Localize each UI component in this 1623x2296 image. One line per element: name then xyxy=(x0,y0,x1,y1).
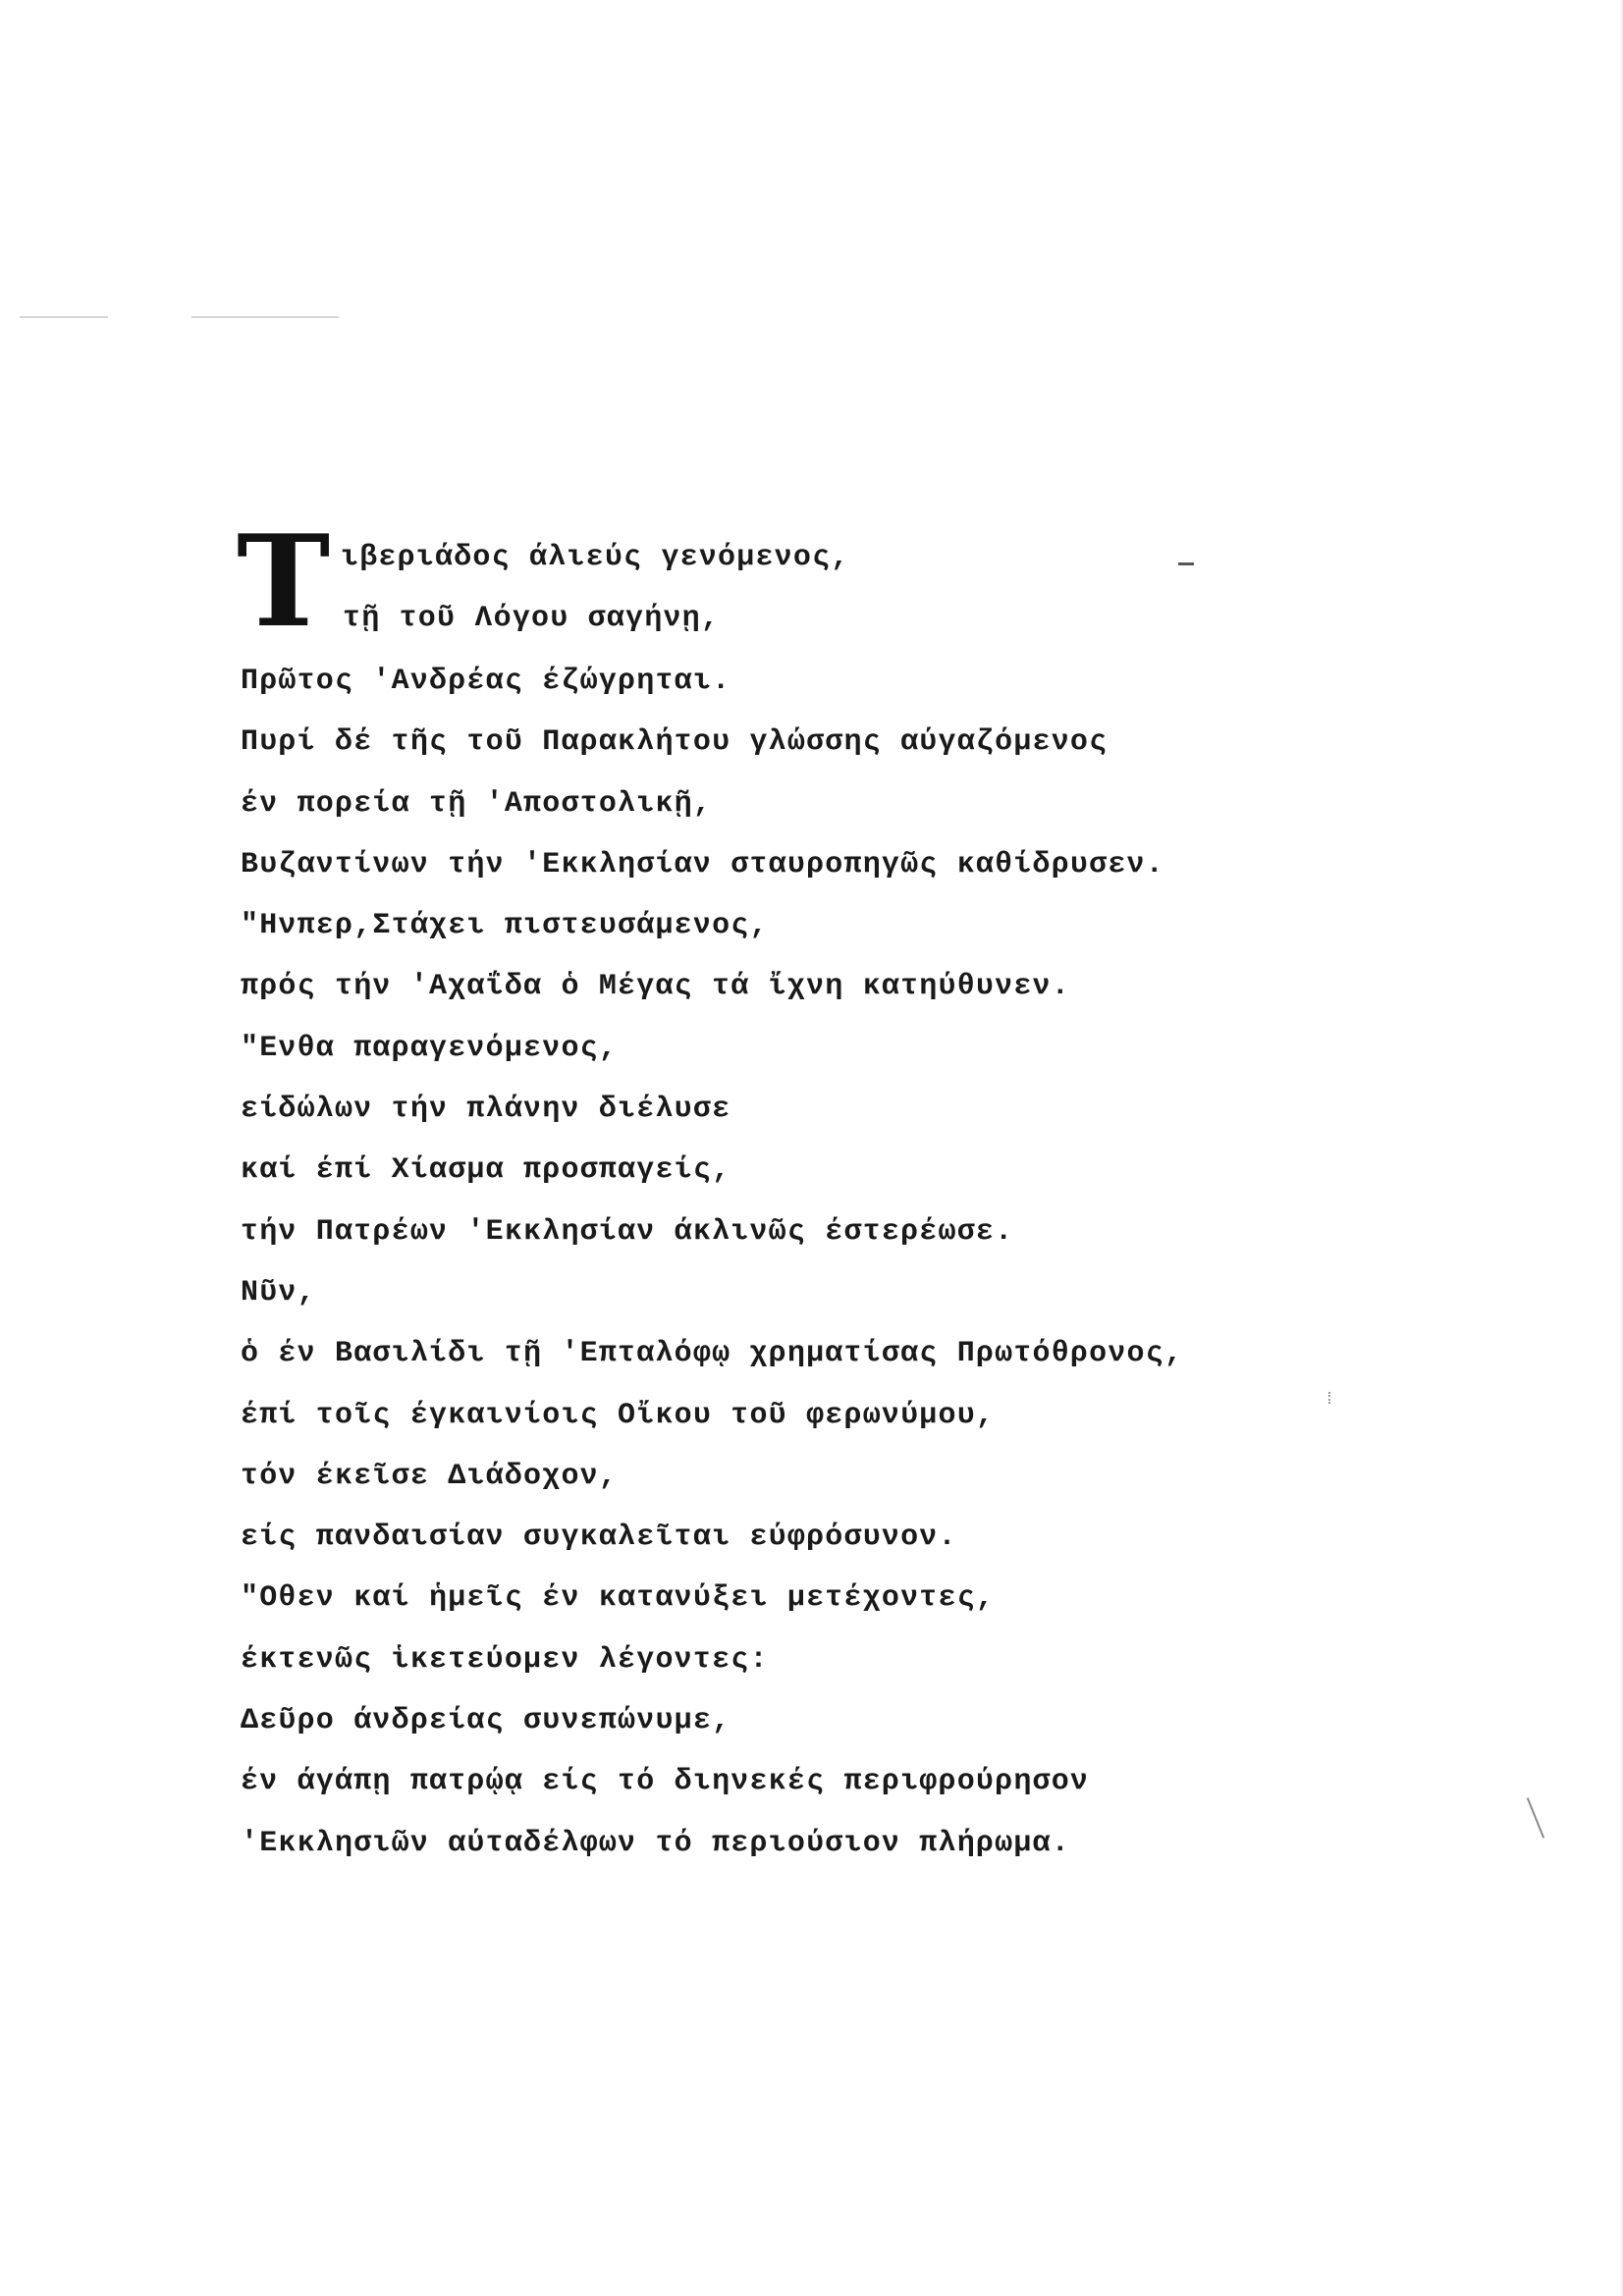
hymn-text xyxy=(237,508,1517,1887)
hymn-line: 'Εκκλησιῶν αύταδέλφων τό περιούσιον πλήρωμα. xyxy=(241,1826,1070,1860)
hymn-line: ιβεριάδος άλιεύς γενόμενος, xyxy=(341,541,850,574)
hymn-line: είς πανδαισίαν συγκαλεῖται εύφρόσυνον. xyxy=(241,1521,957,1555)
hymn-line: "Ηνπερ,Στάχει πιστευσάμενος, xyxy=(241,909,769,943)
hymn-body xyxy=(241,664,1517,1861)
hymn-line: τήν Πατρέων 'Εκκλησίαν άκλινῶς έστερέωσε. xyxy=(241,1214,1014,1249)
hymn-line: τῇ τοῦ Λόγου σαγήνῃ, xyxy=(343,602,721,635)
hymn-line: "Οθεν καί ἡμεῖς έν κατανύξει μετέχοντες, xyxy=(241,1581,996,1616)
hymn-line: Πυρί δέ τῆς τοῦ Παρακλήτου γλώσσης αύγαζόμενος xyxy=(241,725,1109,760)
scan-artifact-line xyxy=(20,316,108,318)
hymn-line: Βυζαντίνων τήν 'Εκκλησίαν σταυροπηγῶς καθίδρυσεν. xyxy=(241,847,1164,881)
hymn-line: Δεῦρο άνδρείας συνεπώνυμε, xyxy=(241,1704,731,1738)
hymn-line: πρός τήν 'Αχαΐδα ὁ Μέγας τά ἴχνη κατηύθυνεν. xyxy=(241,970,1070,1004)
stray-mark xyxy=(1527,1797,1544,1839)
hymn-line: έπί τοῖς έγκαινίοις Οἴκου τοῦ φερωνύμου, xyxy=(241,1398,996,1432)
hymn-line: τόν έκεῖσε Διάδοχον, xyxy=(241,1459,619,1493)
hymn-line: Πρῶτος 'Ανδρέας έζώγρηται. xyxy=(241,665,731,698)
hymn-line: έκτενῶς ἱκετεύομεν λέγοντες: xyxy=(241,1642,769,1677)
hymn-line: Νῦν, xyxy=(241,1275,316,1309)
hymn-line: έν πορεία τῇ 'Αποστολικῇ, xyxy=(241,786,713,821)
hymn-line: καί έπί Χίασμα προσπαγείς, xyxy=(241,1153,731,1188)
hymn-line: ὁ έν Βασιλίδι τῇ 'Επταλόφῳ χρηματίσας Πρωτόθρονος, xyxy=(241,1337,1184,1371)
hymn-opening xyxy=(237,508,1517,664)
drop-cap: Τ xyxy=(237,508,331,656)
hymn-line: "Ενθα παραγενόμενος, xyxy=(241,1031,619,1065)
hymn-line: είδώλων τήν πλάνην διέλυσε xyxy=(241,1093,731,1127)
hymn-line: έν άγάπῃ πατρῴᾳ είς τό διηνεκές περιφρούρησον xyxy=(241,1765,1090,1799)
scan-artifact-line xyxy=(191,316,339,318)
